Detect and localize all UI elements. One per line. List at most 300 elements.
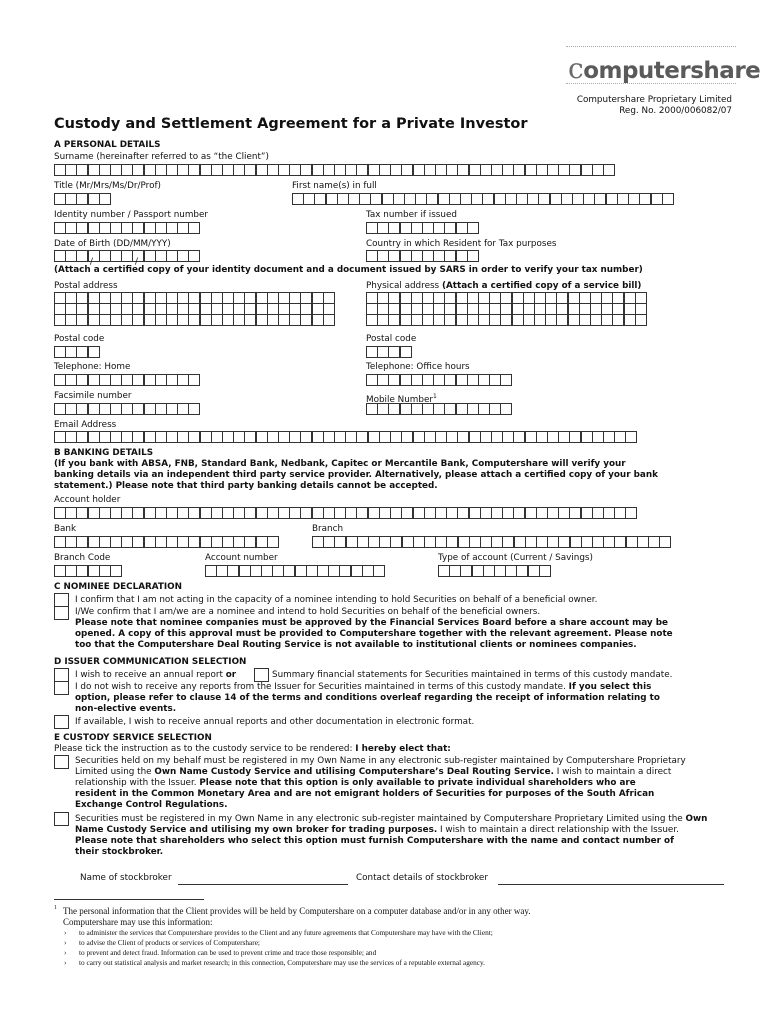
- char-box[interactable]: [155, 222, 167, 234]
- char-box[interactable]: [547, 507, 559, 519]
- char-box[interactable]: [377, 314, 389, 326]
- char-box[interactable]: [377, 222, 389, 234]
- char-box[interactable]: [382, 193, 394, 205]
- char-box[interactable]: [368, 507, 380, 519]
- char-box[interactable]: [400, 314, 412, 326]
- char-box[interactable]: [377, 403, 389, 415]
- char-box[interactable]: [614, 431, 626, 443]
- dob-input[interactable]: [54, 250, 200, 262]
- char-box[interactable]: [177, 164, 189, 176]
- char-box[interactable]: [166, 507, 178, 519]
- char-box[interactable]: [317, 565, 329, 577]
- char-box[interactable]: [480, 507, 492, 519]
- char-box[interactable]: [502, 507, 514, 519]
- char-box[interactable]: [144, 164, 156, 176]
- char-box[interactable]: [478, 403, 490, 415]
- stockbroker-contact-input[interactable]: [498, 884, 724, 885]
- char-box[interactable]: [76, 374, 88, 386]
- char-box[interactable]: [132, 222, 144, 234]
- char-box[interactable]: [505, 565, 517, 577]
- char-box[interactable]: [500, 374, 512, 386]
- char-box[interactable]: [357, 536, 369, 548]
- account-number-input[interactable]: [205, 565, 385, 577]
- char-box[interactable]: [413, 536, 425, 548]
- char-box[interactable]: [525, 507, 537, 519]
- char-box[interactable]: [323, 314, 335, 326]
- char-box[interactable]: [444, 222, 456, 234]
- char-box[interactable]: [144, 431, 156, 443]
- char-box[interactable]: [121, 374, 133, 386]
- char-box[interactable]: [144, 222, 156, 234]
- char-box[interactable]: [379, 536, 391, 548]
- char-box[interactable]: [569, 164, 581, 176]
- char-box[interactable]: [569, 507, 581, 519]
- char-box[interactable]: [144, 507, 156, 519]
- char-box[interactable]: [424, 507, 436, 519]
- char-box[interactable]: [312, 164, 324, 176]
- char-box[interactable]: [132, 431, 144, 443]
- char-box[interactable]: [489, 374, 501, 386]
- char-box[interactable]: [99, 536, 111, 548]
- char-box[interactable]: [446, 431, 458, 443]
- char-box[interactable]: [614, 536, 626, 548]
- char-box[interactable]: [411, 222, 423, 234]
- char-box[interactable]: [390, 507, 402, 519]
- char-box[interactable]: [54, 536, 66, 548]
- char-box[interactable]: [438, 565, 450, 577]
- char-box[interactable]: [457, 164, 469, 176]
- branch-code-input[interactable]: [54, 565, 122, 577]
- char-box[interactable]: [433, 403, 445, 415]
- char-box[interactable]: [413, 164, 425, 176]
- char-box[interactable]: [514, 536, 526, 548]
- char-box[interactable]: [512, 314, 524, 326]
- char-box[interactable]: [155, 403, 167, 415]
- char-box[interactable]: [54, 346, 66, 358]
- char-box[interactable]: [256, 536, 268, 548]
- char-box[interactable]: [278, 431, 290, 443]
- char-box[interactable]: [377, 374, 389, 386]
- char-box[interactable]: [289, 507, 301, 519]
- char-box[interactable]: [359, 193, 371, 205]
- char-box[interactable]: [177, 536, 189, 548]
- char-box[interactable]: [388, 374, 400, 386]
- char-box[interactable]: [166, 403, 178, 415]
- char-box[interactable]: [400, 250, 412, 262]
- char-box[interactable]: [433, 222, 445, 234]
- char-box[interactable]: [110, 222, 122, 234]
- char-box[interactable]: [155, 536, 167, 548]
- char-box[interactable]: [556, 314, 568, 326]
- char-box[interactable]: [435, 536, 447, 548]
- char-box[interactable]: [227, 565, 239, 577]
- no-reports-checkbox[interactable]: [54, 681, 69, 695]
- char-box[interactable]: [76, 346, 88, 358]
- char-box[interactable]: [456, 222, 468, 234]
- char-box[interactable]: [366, 222, 378, 234]
- summary-statements-checkbox[interactable]: [254, 668, 269, 682]
- surname-input[interactable]: [54, 164, 615, 176]
- char-box[interactable]: [366, 403, 378, 415]
- char-box[interactable]: [422, 403, 434, 415]
- char-box[interactable]: [444, 250, 456, 262]
- char-box[interactable]: [581, 507, 593, 519]
- branch-input[interactable]: [312, 536, 671, 548]
- char-box[interactable]: [314, 193, 326, 205]
- char-box[interactable]: [525, 536, 537, 548]
- char-box[interactable]: [444, 403, 456, 415]
- char-box[interactable]: [65, 222, 77, 234]
- char-box[interactable]: [250, 565, 262, 577]
- char-box[interactable]: [76, 222, 88, 234]
- char-box[interactable]: [283, 565, 295, 577]
- char-box[interactable]: [467, 250, 479, 262]
- char-box[interactable]: [121, 250, 133, 262]
- char-box[interactable]: [456, 403, 468, 415]
- char-box[interactable]: [54, 565, 66, 577]
- char-box[interactable]: [278, 314, 290, 326]
- tax-number-input[interactable]: [366, 222, 479, 234]
- char-box[interactable]: [366, 314, 378, 326]
- char-box[interactable]: [110, 164, 122, 176]
- char-box[interactable]: [558, 431, 570, 443]
- char-box[interactable]: [348, 193, 360, 205]
- char-box[interactable]: [99, 565, 111, 577]
- char-box[interactable]: [561, 193, 573, 205]
- char-box[interactable]: [166, 431, 178, 443]
- char-box[interactable]: [366, 346, 378, 358]
- char-box[interactable]: [583, 193, 595, 205]
- char-box[interactable]: [76, 431, 88, 443]
- not-nominee-checkbox[interactable]: [54, 593, 69, 607]
- char-box[interactable]: [233, 314, 245, 326]
- char-box[interactable]: [446, 164, 458, 176]
- char-box[interactable]: [536, 431, 548, 443]
- char-box[interactable]: [110, 431, 122, 443]
- char-box[interactable]: [177, 314, 189, 326]
- char-box[interactable]: [536, 164, 548, 176]
- char-box[interactable]: [592, 431, 604, 443]
- char-box[interactable]: [513, 431, 525, 443]
- char-box[interactable]: [356, 164, 368, 176]
- tel-home-input[interactable]: [54, 374, 200, 386]
- char-box[interactable]: [211, 536, 223, 548]
- char-box[interactable]: [339, 565, 351, 577]
- char-box[interactable]: [300, 431, 312, 443]
- char-box[interactable]: [233, 507, 245, 519]
- char-box[interactable]: [458, 536, 470, 548]
- char-box[interactable]: [121, 222, 133, 234]
- char-box[interactable]: [558, 507, 570, 519]
- char-box[interactable]: [516, 565, 528, 577]
- postal-code-input-left[interactable]: [54, 346, 100, 358]
- char-box[interactable]: [393, 193, 405, 205]
- char-box[interactable]: [121, 164, 133, 176]
- char-box[interactable]: [370, 193, 382, 205]
- char-box[interactable]: [525, 164, 537, 176]
- char-box[interactable]: [267, 507, 279, 519]
- tel-office-input[interactable]: [366, 374, 512, 386]
- physical-address-line-3[interactable]: [366, 314, 647, 326]
- char-box[interactable]: [457, 507, 469, 519]
- char-box[interactable]: [422, 374, 434, 386]
- char-box[interactable]: [581, 536, 593, 548]
- char-box[interactable]: [289, 314, 301, 326]
- char-box[interactable]: [65, 507, 77, 519]
- char-box[interactable]: [502, 431, 514, 443]
- char-box[interactable]: [433, 314, 445, 326]
- char-box[interactable]: [411, 314, 423, 326]
- char-box[interactable]: [424, 431, 436, 443]
- char-box[interactable]: [388, 250, 400, 262]
- char-box[interactable]: [76, 507, 88, 519]
- char-box[interactable]: [121, 314, 133, 326]
- char-box[interactable]: [625, 431, 637, 443]
- char-box[interactable]: [411, 403, 423, 415]
- char-box[interactable]: [528, 565, 540, 577]
- char-box[interactable]: [590, 314, 602, 326]
- char-box[interactable]: [480, 536, 492, 548]
- char-box[interactable]: [155, 164, 167, 176]
- char-box[interactable]: [345, 164, 357, 176]
- char-box[interactable]: [388, 403, 400, 415]
- char-box[interactable]: [505, 193, 517, 205]
- char-box[interactable]: [337, 193, 349, 205]
- char-box[interactable]: [460, 193, 472, 205]
- char-box[interactable]: [366, 250, 378, 262]
- char-box[interactable]: [65, 164, 77, 176]
- char-box[interactable]: [513, 164, 525, 176]
- char-box[interactable]: [558, 164, 570, 176]
- own-broker-checkbox[interactable]: [54, 812, 69, 826]
- char-box[interactable]: [435, 164, 447, 176]
- char-box[interactable]: [362, 565, 374, 577]
- char-box[interactable]: [166, 250, 178, 262]
- char-box[interactable]: [592, 164, 604, 176]
- first-names-input[interactable]: [292, 193, 674, 205]
- char-box[interactable]: [648, 536, 660, 548]
- char-box[interactable]: [244, 164, 256, 176]
- char-box[interactable]: [456, 250, 468, 262]
- char-box[interactable]: [424, 164, 436, 176]
- char-box[interactable]: [244, 314, 256, 326]
- char-box[interactable]: [626, 536, 638, 548]
- char-box[interactable]: [65, 536, 77, 548]
- char-box[interactable]: [472, 565, 484, 577]
- char-box[interactable]: [110, 507, 122, 519]
- char-box[interactable]: [581, 164, 593, 176]
- char-box[interactable]: [422, 314, 434, 326]
- char-box[interactable]: [155, 507, 167, 519]
- char-box[interactable]: [534, 314, 546, 326]
- char-box[interactable]: [579, 314, 591, 326]
- country-input[interactable]: [366, 250, 479, 262]
- char-box[interactable]: [177, 403, 189, 415]
- account-holder-input[interactable]: [54, 507, 637, 519]
- char-box[interactable]: [334, 164, 346, 176]
- char-box[interactable]: [88, 565, 100, 577]
- char-box[interactable]: [278, 507, 290, 519]
- nominee-checkbox[interactable]: [54, 606, 69, 620]
- char-box[interactable]: [177, 374, 189, 386]
- char-box[interactable]: [478, 374, 490, 386]
- char-box[interactable]: [88, 193, 100, 205]
- char-box[interactable]: [65, 565, 77, 577]
- char-box[interactable]: [144, 314, 156, 326]
- char-box[interactable]: [54, 374, 66, 386]
- char-box[interactable]: [478, 314, 490, 326]
- char-box[interactable]: [110, 565, 122, 577]
- char-box[interactable]: [413, 507, 425, 519]
- char-box[interactable]: [166, 164, 178, 176]
- char-box[interactable]: [502, 164, 514, 176]
- char-box[interactable]: [400, 403, 412, 415]
- char-box[interactable]: [377, 250, 389, 262]
- char-box[interactable]: [471, 193, 483, 205]
- char-box[interactable]: [239, 565, 251, 577]
- char-box[interactable]: [568, 314, 580, 326]
- char-box[interactable]: [614, 507, 626, 519]
- char-box[interactable]: [267, 536, 279, 548]
- char-box[interactable]: [603, 507, 615, 519]
- char-box[interactable]: [469, 431, 481, 443]
- char-box[interactable]: [289, 431, 301, 443]
- char-box[interactable]: [88, 222, 100, 234]
- char-box[interactable]: [489, 314, 501, 326]
- char-box[interactable]: [132, 507, 144, 519]
- char-box[interactable]: [527, 193, 539, 205]
- char-box[interactable]: [54, 164, 66, 176]
- char-box[interactable]: [446, 536, 458, 548]
- char-box[interactable]: [110, 250, 122, 262]
- char-box[interactable]: [494, 565, 506, 577]
- char-box[interactable]: [547, 536, 559, 548]
- char-box[interactable]: [261, 565, 273, 577]
- char-box[interactable]: [222, 164, 234, 176]
- char-box[interactable]: [222, 507, 234, 519]
- char-box[interactable]: [433, 250, 445, 262]
- char-box[interactable]: [188, 164, 200, 176]
- char-box[interactable]: [110, 536, 122, 548]
- char-box[interactable]: [233, 536, 245, 548]
- char-box[interactable]: [65, 374, 77, 386]
- char-box[interactable]: [267, 164, 279, 176]
- char-box[interactable]: [132, 164, 144, 176]
- char-box[interactable]: [99, 374, 111, 386]
- char-box[interactable]: [256, 507, 268, 519]
- id-number-input[interactable]: [54, 222, 200, 234]
- char-box[interactable]: [592, 507, 604, 519]
- title-input[interactable]: [54, 193, 111, 205]
- char-box[interactable]: [581, 431, 593, 443]
- char-box[interactable]: [483, 565, 495, 577]
- char-box[interactable]: [356, 431, 368, 443]
- char-box[interactable]: [267, 314, 279, 326]
- char-box[interactable]: [538, 193, 550, 205]
- char-box[interactable]: [244, 536, 256, 548]
- postal-code-input-right[interactable]: [366, 346, 412, 358]
- char-box[interactable]: [400, 374, 412, 386]
- char-box[interactable]: [54, 507, 66, 519]
- char-box[interactable]: [456, 374, 468, 386]
- char-box[interactable]: [467, 222, 479, 234]
- char-box[interactable]: [289, 164, 301, 176]
- char-box[interactable]: [547, 164, 559, 176]
- char-box[interactable]: [426, 193, 438, 205]
- char-box[interactable]: [132, 403, 144, 415]
- char-box[interactable]: [424, 536, 436, 548]
- char-box[interactable]: [513, 507, 525, 519]
- char-box[interactable]: [435, 431, 447, 443]
- char-box[interactable]: [328, 565, 340, 577]
- char-box[interactable]: [99, 250, 111, 262]
- char-box[interactable]: [628, 193, 640, 205]
- char-box[interactable]: [482, 193, 494, 205]
- char-box[interactable]: [76, 250, 88, 262]
- char-box[interactable]: [256, 431, 268, 443]
- char-box[interactable]: [88, 536, 100, 548]
- char-box[interactable]: [569, 431, 581, 443]
- char-box[interactable]: [110, 314, 122, 326]
- char-box[interactable]: [76, 193, 88, 205]
- char-box[interactable]: [88, 314, 100, 326]
- char-box[interactable]: [306, 565, 318, 577]
- char-box[interactable]: [460, 565, 472, 577]
- char-box[interactable]: [99, 431, 111, 443]
- char-box[interactable]: [334, 536, 346, 548]
- char-box[interactable]: [88, 346, 100, 358]
- char-box[interactable]: [76, 565, 88, 577]
- char-box[interactable]: [415, 193, 427, 205]
- char-box[interactable]: [76, 536, 88, 548]
- char-box[interactable]: [601, 314, 613, 326]
- char-box[interactable]: [480, 431, 492, 443]
- char-box[interactable]: [177, 507, 189, 519]
- char-box[interactable]: [99, 222, 111, 234]
- char-box[interactable]: [144, 403, 156, 415]
- char-box[interactable]: [523, 314, 535, 326]
- char-box[interactable]: [413, 431, 425, 443]
- char-box[interactable]: [400, 346, 412, 358]
- char-box[interactable]: [65, 431, 77, 443]
- char-box[interactable]: [177, 222, 189, 234]
- char-box[interactable]: [469, 164, 481, 176]
- char-box[interactable]: [295, 565, 307, 577]
- char-box[interactable]: [54, 250, 66, 262]
- char-box[interactable]: [211, 507, 223, 519]
- annual-report-checkbox[interactable]: [54, 668, 69, 682]
- char-box[interactable]: [457, 431, 469, 443]
- char-box[interactable]: [121, 403, 133, 415]
- char-box[interactable]: [449, 193, 461, 205]
- char-box[interactable]: [65, 314, 77, 326]
- fax-input[interactable]: [54, 403, 200, 415]
- char-box[interactable]: [502, 536, 514, 548]
- char-box[interactable]: [491, 536, 503, 548]
- char-box[interactable]: [292, 193, 304, 205]
- char-box[interactable]: [76, 403, 88, 415]
- char-box[interactable]: [222, 314, 234, 326]
- char-box[interactable]: [54, 403, 66, 415]
- char-box[interactable]: [88, 374, 100, 386]
- char-box[interactable]: [132, 374, 144, 386]
- char-box[interactable]: [572, 193, 584, 205]
- char-box[interactable]: [516, 193, 528, 205]
- char-box[interactable]: [272, 565, 284, 577]
- char-box[interactable]: [467, 314, 479, 326]
- char-box[interactable]: [388, 314, 400, 326]
- char-box[interactable]: [411, 250, 423, 262]
